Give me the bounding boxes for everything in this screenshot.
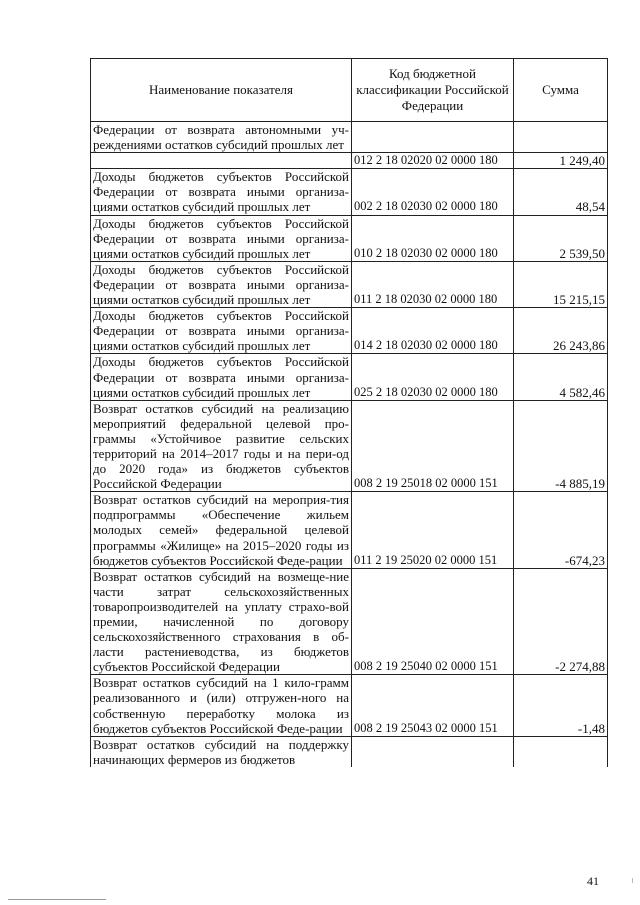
indicator-name-cell: Возврат остатков субсидий на мероприя-тия подпрограммы «Обеспечение жильем молодых семей» федеральной целевой программы «Жилище» на 2015–2020 годы из бюджетов субъектов Российской Феде-рации [91, 492, 352, 568]
amount-cell: -4 885,19 [514, 400, 608, 492]
table-row [91, 354, 608, 400]
budget-code-cell: 012 2 18 02020 02 0000 180 [352, 153, 514, 169]
budget-code-cell [352, 122, 514, 153]
indicator-name-cell: Федерации от возврата автономными уч-реждениями остатков субсидий прошлых лет [91, 122, 352, 153]
budget-code-cell: 014 2 18 02030 02 0000 180 [352, 308, 514, 354]
table-row [91, 122, 608, 153]
indicator-name-cell: Возврат остатков субсидий на возмеще-ние части затрат сельскохозяйственных товаропроизводителей на уплату страхо-вой премии, начисленной по договору сельскохозяйственного страхования в об-ласти растениеводства, из бюджетов субъектов Российской Федерации [91, 568, 352, 675]
budget-code-cell: 008 2 19 25040 02 0000 151 [352, 568, 514, 675]
amount-cell: 4 582,46 [514, 354, 608, 400]
amount-cell: 26 243,86 [514, 308, 608, 354]
indicator-name-cell: Доходы бюджетов субъектов Российской Федерации от возврата иными организа-циями остатков субсидий прошлых лет [91, 308, 352, 354]
amount-cell: -674,23 [514, 492, 608, 568]
budget-code-cell: 010 2 18 02030 02 0000 180 [352, 215, 514, 261]
indicator-name-cell: Возврат остатков субсидий на реализацию мероприятий федеральной целевой про-граммы «Устойчивое развитие сельских территорий на 2014–2017 годы и на пери-од до 2020 года» из бюджетов субъектов Российской Федерации [91, 400, 352, 492]
amount-cell: 15 215,15 [514, 261, 608, 307]
budget-code-cell: 008 2 19 25018 02 0000 151 [352, 400, 514, 492]
budget-code-cell: 008 2 19 25043 02 0000 151 [352, 675, 514, 736]
table-row [91, 492, 608, 568]
indicator-name-cell: Доходы бюджетов субъектов Российской Федерации от возврата иными организа-циями остатков субсидий прошлых лет [91, 261, 352, 307]
budget-code-cell: 011 2 19 25020 02 0000 151 [352, 492, 514, 568]
table-row [91, 736, 608, 767]
amount-cell [514, 122, 608, 153]
budget-code-cell: 002 2 18 02030 02 0000 180 [352, 169, 514, 215]
table-row [91, 568, 608, 675]
budget-code-cell: 025 2 18 02030 02 0000 180 [352, 354, 514, 400]
scan-edge-mark [632, 878, 633, 883]
amount-cell: 1 249,40 [514, 153, 608, 169]
table-row [91, 153, 608, 169]
header-budget-code: Код бюджетной классификации Российской Федерации [352, 59, 514, 122]
amount-cell: -2 274,88 [514, 568, 608, 675]
indicator-name-cell [91, 153, 352, 169]
indicator-name-cell: Доходы бюджетов субъектов Российской Федерации от возврата иными организа-циями остатков субсидий прошлых лет [91, 354, 352, 400]
table-row [91, 215, 608, 261]
table-row [91, 675, 608, 736]
header-indicator-name: Наименование показателя [91, 59, 352, 122]
amount-cell: 48,54 [514, 169, 608, 215]
table-row [91, 400, 608, 492]
indicator-name-cell: Доходы бюджетов субъектов Российской Федерации от возврата иными организа-циями остатков субсидий прошлых лет [91, 215, 352, 261]
indicator-name-cell: Возврат остатков субсидий на поддержку начинающих фермеров из бюджетов [91, 736, 352, 767]
budget-code-cell [352, 736, 514, 767]
amount-cell [514, 736, 608, 767]
amount-cell: -1,48 [514, 675, 608, 736]
page-number: 41 [587, 874, 599, 888]
amount-cell: 2 539,50 [514, 215, 608, 261]
table-row [91, 308, 608, 354]
table-row [91, 169, 608, 215]
indicator-name-cell: Возврат остатков субсидий на 1 кило-грамм реализованного и (или) отгружен-ного на собственную переработку молока из бюджетов субъектов Российской Феде-рации [91, 675, 352, 736]
footer-divider [8, 899, 106, 900]
budget-table [90, 58, 608, 767]
header-amount: Сумма [514, 59, 608, 122]
budget-code-cell: 011 2 18 02030 02 0000 180 [352, 261, 514, 307]
table-row [91, 261, 608, 307]
table-header-row [91, 59, 608, 122]
indicator-name-cell: Доходы бюджетов субъектов Российской Федерации от возврата иными организа-циями остатков субсидий прошлых лет [91, 169, 352, 215]
